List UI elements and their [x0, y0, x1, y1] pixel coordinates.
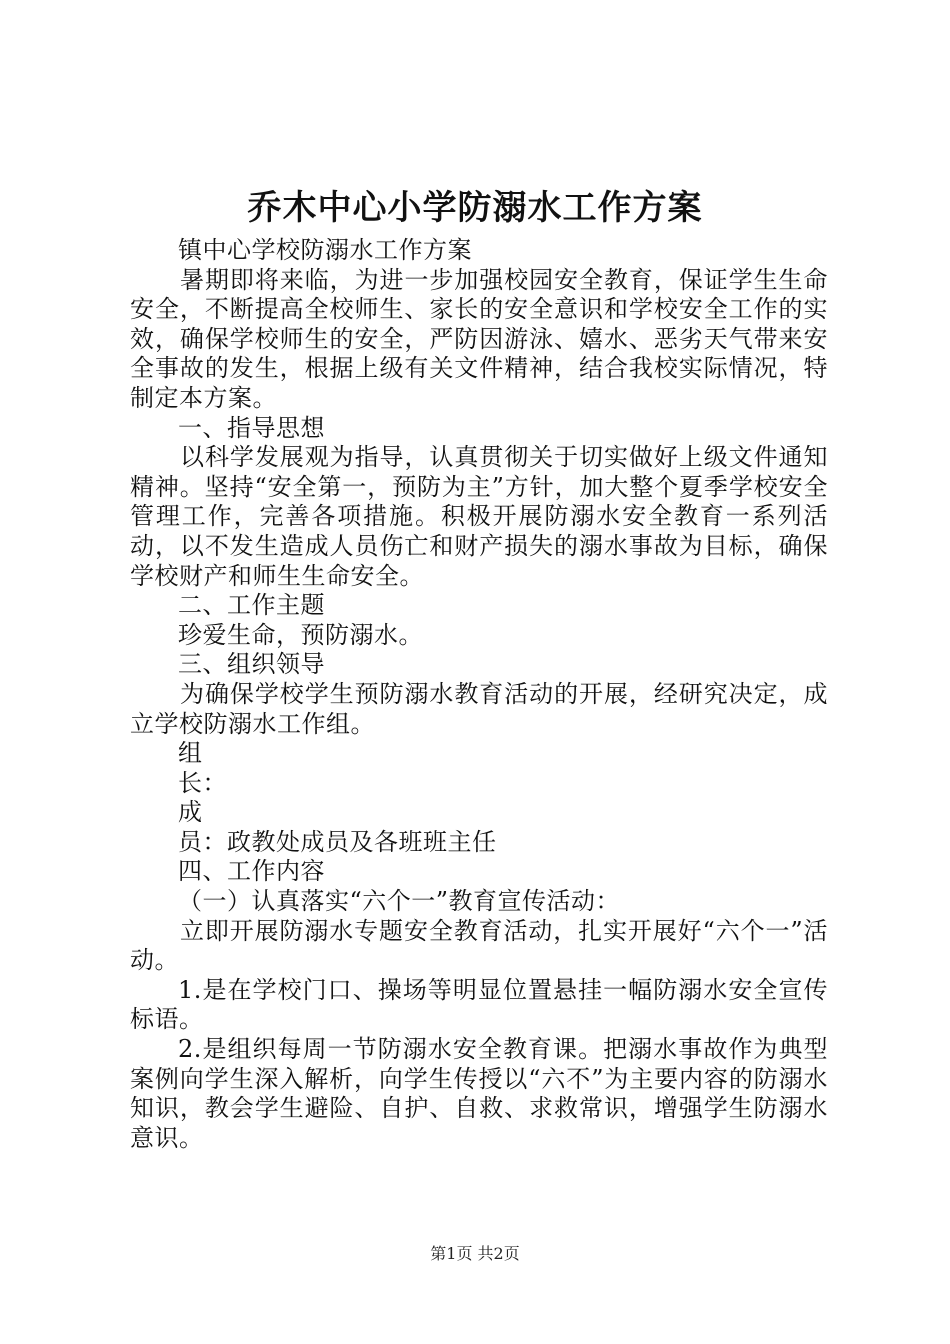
document-title: 乔木中心小学防溺水工作方案	[247, 188, 703, 228]
list-item-1: 1.是在学校门口、操场等明显位置悬挂一幅防溺水安全宣传标语。	[130, 975, 828, 1034]
list-item-2: 2.是组织每周一节防溺水安全教育课。把溺水事故作为典型案例向学生深入解析，向学生传授以“六不”为主要内容的防溺水知识，教会学生避险、自护、自救、求救常识，增强学生防溺水意识。	[130, 1035, 828, 1152]
paragraph-leader-1: 组	[178, 739, 203, 768]
page-footer: 第1页 共2页	[430, 1244, 520, 1263]
subsection-heading-six-ones: （一）认真落实“六个一”教育宣传活动：	[178, 887, 621, 916]
paragraph-guiding-thought: 以科学发展观为指导，认真贯彻关于切实做好上级文件通知精神。坚持“安全第一，预防为主”方针，加大整个夏季学校安全管理工作，完善各项措施。积极开展防溺水安全教育一系列活动，以不发生造成人员伤亡和财产损失的溺水事故为目标，确保学校财产和师生生命安全。	[130, 443, 828, 590]
document-body	[130, 236, 828, 1153]
paragraph-leader-2: 长：	[178, 768, 227, 797]
section-heading-theme: 二、工作主题	[178, 591, 325, 620]
paragraph-organization: 为确保学校学生预防溺水教育活动的开展，经研究决定，成立学校防溺水工作组。	[130, 679, 828, 738]
paragraph-intro: 暑期即将来临，为进一步加强校园安全教育，保证学生生命安全，不断提高全校师生、家长的安全意识和学校安全工作的实效，确保学校师生的安全，严防因游泳、嬉水、恶劣天气带来安全事故的发生，根据上级有关文件精神，结合我校实际情况，特制定本方案。	[130, 265, 828, 412]
paragraph-theme: 珍爱生命，预防溺水。	[178, 620, 423, 649]
section-heading-guiding-thought: 一、指导思想	[178, 413, 325, 442]
paragraph-members-2: 员：政教处成员及各班班主任	[178, 827, 497, 856]
section-heading-work-content: 四、工作内容	[178, 857, 325, 886]
section-heading-organization: 三、组织领导	[178, 650, 325, 679]
paragraph-subtitle: 镇中心学校防溺水工作方案	[178, 236, 472, 264]
paragraph-six-ones: 立即开展防溺水专题安全教育活动，扎实开展好“六个一”活动。	[130, 916, 828, 975]
paragraph-members-1: 成	[178, 798, 203, 827]
